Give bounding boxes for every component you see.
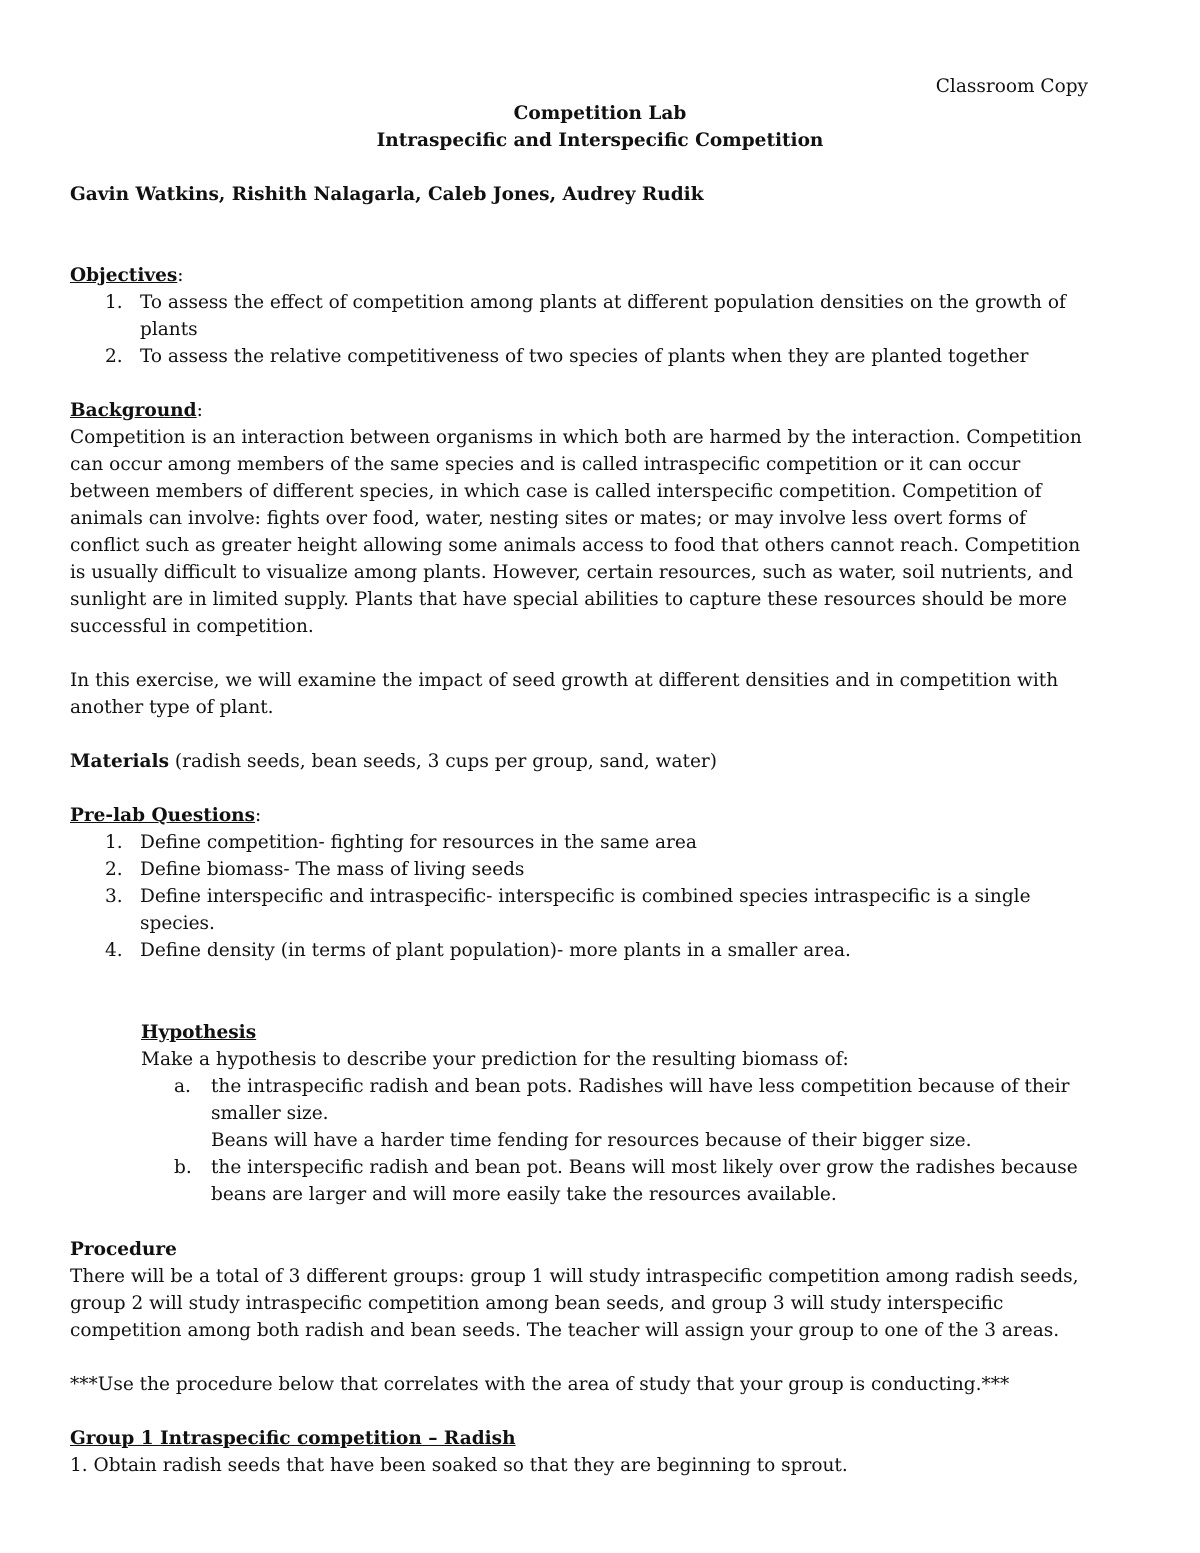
hypothesis-intro: Make a hypothesis to describe your prediction for the resulting biomass of:: [141, 1049, 849, 1070]
list-number: 2.: [105, 346, 123, 367]
procedure-paragraph: There will be a total of 3 different groups: group 1 will study intraspecific competition among radish seeds, group 2 will study intraspecific competition among bean seeds, and group 3 will study interspecific competition among both radish and bean seeds. The teacher will assign your group to one of the 3 areas.: [70, 1266, 1079, 1341]
background-heading: Background: [70, 400, 197, 421]
list-letter: b.: [174, 1157, 192, 1178]
background-paragraph: Competition is an interaction between organisms in which both are harmed by the interaction. Competition can occur among members of the same species and is called intraspecific competition or it can occur between members of different species, in which case is called interspecific competition. Competition of animals can involve: fights over food, water, nesting sites or mates; or may involve less overt forms of conflict such as greater height allowing some animals access to food that others cannot reach. Competition is usually difficult to visualize among plants. However, certain resources, such as water, soil nutrients, and sunlight are in limited supply. Plants that have special abilities to capture these resources should be more successful in competition.: [70, 427, 1082, 637]
list-number: 1.: [105, 292, 123, 313]
objectives-heading: Objectives: [70, 265, 178, 286]
list-number: 4.: [105, 940, 123, 961]
background-paragraph-2: In this exercise, we will examine the impact of seed growth at different densities and in competition with another type of plant.: [70, 670, 1059, 718]
document-subtitle: Intraspecific and Interspecific Competition: [376, 130, 824, 151]
objective-text: To assess the relative competitiveness of two species of plants when they are planted together: [140, 346, 1029, 367]
prelab-text: Define density (in terms of plant population)- more plants in a smaller area.: [140, 940, 851, 961]
document-title: Competition Lab: [513, 103, 687, 124]
authors-line: Gavin Watkins, Rishith Nalagarla, Caleb Jones, Audrey Rudik: [70, 184, 704, 205]
list-number: 2.: [105, 859, 123, 880]
hypothesis-text: the interspecific radish and bean pot. Beans will most likely over grow the radishes because beans are larger and will more easily take the resources available.: [211, 1157, 1078, 1205]
prelab-text: Define biomass- The mass of living seeds: [140, 859, 525, 880]
prelab-colon: :: [255, 805, 262, 826]
procedure-note: ***Use the procedure below that correlates with the area of study that your group is conducting.***: [70, 1374, 1010, 1395]
group1-heading: Group 1 Intraspecific competition – Radish: [70, 1428, 516, 1449]
background-section: [70, 397, 1090, 964]
prelab-heading: Pre-lab Questions: [70, 805, 256, 826]
hypothesis-heading: Hypothesis: [141, 1022, 257, 1043]
prelab-text: Define interspecific and intraspecific- interspecific is combined species intraspecific is a single species.: [140, 886, 1031, 934]
materials-line: [70, 748, 1090, 775]
materials-heading: Materials: [70, 751, 169, 772]
objectives-colon: :: [177, 265, 184, 286]
hypothesis-item: [141, 1154, 1101, 1208]
objective-text: To assess the effect of competition among plants at different population densities on the growth of plants: [140, 292, 1066, 340]
objectives-section: [70, 262, 1090, 370]
list-number: 1.: [105, 832, 123, 853]
background-colon: :: [196, 400, 203, 421]
hypothesis-text: the intraspecific radish and bean pots. Radishes will have less competition because of their smaller size.: [211, 1076, 1070, 1124]
prelab-item: [70, 937, 1090, 964]
list-number: 3.: [105, 886, 123, 907]
objective-item: [70, 343, 1090, 370]
hypothesis-item: [141, 1073, 1101, 1154]
prelab-item: [70, 883, 1090, 937]
prelab-text: Define competition- fighting for resources in the same area: [140, 832, 697, 853]
prelab-item: [70, 829, 1090, 856]
list-letter: a.: [174, 1076, 191, 1097]
hypothesis-section: [141, 1019, 1101, 1208]
group1-step: 1. Obtain radish seeds that have been soaked so that they are beginning to sprout.: [70, 1455, 848, 1476]
objective-item: [70, 289, 1090, 343]
hypothesis-extra: Beans will have a harder time fending for resources because of their bigger size.: [211, 1130, 972, 1151]
procedure-section: [70, 1236, 1090, 1479]
copy-label: Classroom Copy: [935, 76, 1088, 97]
procedure-heading: Procedure: [70, 1239, 177, 1260]
prelab-item: [70, 856, 1090, 883]
materials-text: (radish seeds, bean seeds, 3 cups per group, sand, water): [169, 751, 717, 772]
